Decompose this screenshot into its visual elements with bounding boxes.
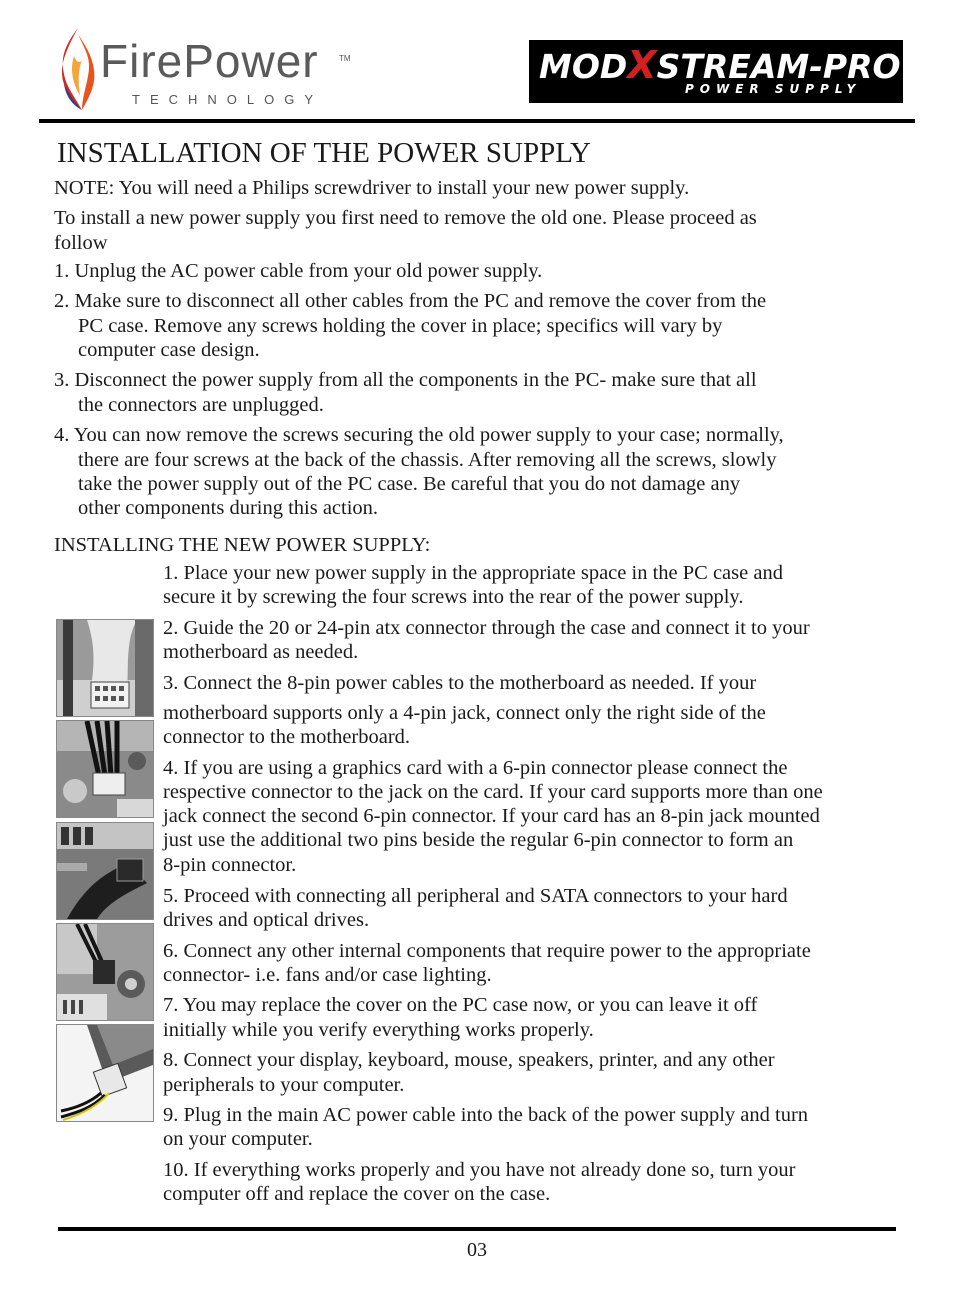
intro-line-1: To install a new power supply you first need to remove the old one. Please proceed as — [54, 207, 757, 229]
molex-connector-photo — [56, 1024, 154, 1122]
modxstream-stream: STREAM-PRO — [656, 47, 901, 86]
page-number: 03 — [467, 1239, 487, 1261]
install-step-4-line-1: 4. If you are using a graphics card with a 6-pin connector please connect the — [163, 757, 788, 779]
install-step-4-line-3: jack connect the second 6-pin connector. If your card has an 8-pin jack mounted — [163, 805, 820, 827]
pcie-connector-photo — [56, 822, 154, 920]
install-step-1-line-2: secure it by screwing the four screws into the rear of the power supply. — [163, 586, 744, 608]
firepower-trademark: TM — [339, 54, 351, 63]
modxstream-mod: MOD — [539, 47, 628, 86]
modxstream-logo — [529, 40, 903, 103]
install-step-8-line-2: peripherals to your computer. — [163, 1074, 405, 1096]
remove-step-2-line-1: 2. Make sure to disconnect all other cables from the PC and remove the cover from the — [54, 290, 767, 312]
install-step-10-line-1: 10. If everything works properly and you have not already done so, turn your — [163, 1159, 796, 1181]
install-step-7-line-1: 7. You may replace the cover on the PC case now, or you can leave it off — [163, 994, 758, 1016]
install-step-10-line-2: computer off and replace the cover on the case. — [163, 1183, 551, 1205]
install-step-2-line-2: motherboard as needed. — [163, 641, 359, 663]
remove-step-2-line-2: PC case. Remove any screws holding the cover in place; specifics will vary by — [78, 315, 723, 337]
install-step-5-line-1: 5. Proceed with connecting all peripheral and SATA connectors to your hard — [163, 885, 788, 907]
header-divider — [39, 119, 915, 123]
page-heading: INSTALLATION OF THE POWER SUPPLY — [57, 137, 591, 169]
remove-step-4-line-2: there are four screws at the back of the chassis. After removing all the screws, slowly — [78, 449, 777, 471]
install-step-4-line-4: just use the additional two pins beside the regular 6-pin connector to form an — [163, 829, 794, 851]
firepower-flame-icon — [56, 26, 98, 112]
note-text: NOTE: You will need a Philips screwdriver to install your new power supply. — [54, 177, 690, 199]
install-step-4-line-5: 8-pin connector. — [163, 854, 297, 876]
remove-step-3-line-1: 3. Disconnect the power supply from all the components in the PC- make sure that all — [54, 369, 757, 391]
firepower-logo-text: FirePower — [100, 35, 319, 87]
install-step-9-line-2: on your computer. — [163, 1128, 313, 1150]
install-step-7-line-2: initially while you verify everything works properly. — [163, 1019, 594, 1041]
8-pin-connector-photo — [56, 720, 154, 818]
install-step-2-line-1: 2. Guide the 20 or 24-pin atx connector through the case and connect it to your — [163, 617, 810, 639]
firepower-technology-text: TECHNOLOGY — [132, 92, 324, 107]
modxstream-subtitle: POWER SUPPLY — [685, 82, 862, 96]
peripheral-connector-photo — [56, 923, 154, 1021]
remove-step-3-line-2: the connectors are unplugged. — [78, 394, 324, 416]
remove-step-2-line-3: computer case design. — [78, 339, 260, 361]
install-step-3-line-2: motherboard supports only a 4-pin jack, connect only the right side of the — [163, 702, 766, 724]
remove-step-4-line-4: other components during this action. — [78, 497, 379, 519]
install-step-6-line-2: connector- i.e. fans and/or case lighting. — [163, 964, 492, 986]
install-step-9-line-1: 9. Plug in the main AC power cable into the back of the power supply and turn — [163, 1104, 809, 1126]
install-step-3-line-1: 3. Connect the 8-pin power cables to the motherboard as needed. If your — [163, 672, 757, 694]
install-step-4-line-2: respective connector to the jack on the card. If your card supports more than one — [163, 781, 823, 803]
remove-step-1: 1. Unplug the AC power cable from your old power supply. — [54, 260, 543, 282]
install-step-5-line-2: drives and optical drives. — [163, 909, 370, 931]
install-step-3-line-3: connector to the motherboard. — [163, 726, 411, 748]
install-step-1-line-1: 1. Place your new power supply in the appropriate space in the PC case and — [163, 562, 783, 584]
install-step-8-line-1: 8. Connect your display, keyboard, mouse, speakers, printer, and any other — [163, 1049, 775, 1071]
atx-connector-photo — [56, 619, 154, 717]
intro-line-2: follow — [54, 232, 108, 254]
modxstream-x: X — [627, 43, 657, 87]
footer-divider — [58, 1227, 896, 1231]
install-step-6-line-1: 6. Connect any other internal components that require power to the appropriate — [163, 940, 811, 962]
remove-step-4-line-3: take the power supply out of the PC case. Be careful that you do not damage any — [78, 473, 741, 495]
modxstream-title — [539, 43, 901, 87]
install-heading: INSTALLING THE NEW POWER SUPPLY: — [54, 534, 431, 556]
remove-step-4-line-1: 4. You can now remove the screws securing the old power supply to your case; normally, — [54, 424, 784, 446]
